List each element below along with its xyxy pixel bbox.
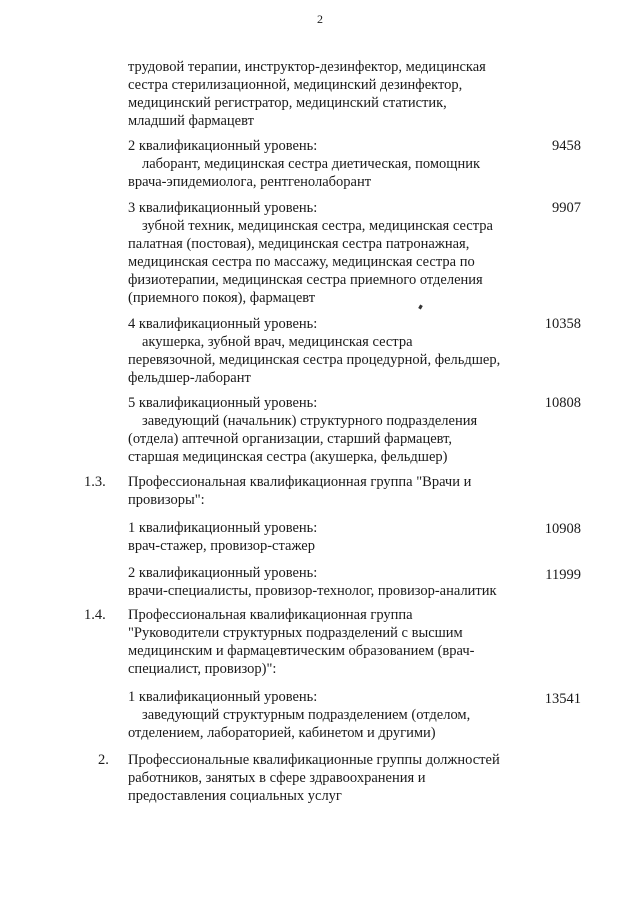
section-1-3-heading [128,473,528,509]
page-number: 2 [317,12,323,26]
text-line: зубной техник, медицинская сестра, медицинская сестра [142,218,493,234]
text-line: специалист, провизор)": [128,661,277,677]
level-4-block [128,315,528,387]
text-line: младший фармацевт [128,113,254,129]
salary-value: 9458 [552,138,581,154]
text-line: медицинская сестра по массажу, медицинская сестра по [128,254,475,270]
text-line: физиотерапии, медицинская сестра приемного отделения [128,272,483,288]
text-line: врачи-специалисты, провизор-технолог, провизор-аналитик [128,583,497,599]
text-line: медицинским и фармацевтическим образованием (врач- [128,643,475,659]
section-1-4-heading [128,606,528,678]
intro-continuation [128,58,528,130]
text-line: "Руководители структурных подразделений с высшим [128,625,463,641]
level-1-block [128,519,528,555]
text-line: провизоры": [128,492,205,508]
level-3-block [128,199,528,307]
text-line: (отдела) аптечной организации, старший фармацевт, [128,431,453,447]
text-line: старшая медицинская сестра (акушерка, фельдшер) [128,449,448,465]
text-line: медицинский регистратор, медицинский статистик, [128,95,447,111]
salary-value: 9907 [552,200,581,216]
text-line: палатная (постовая), медицинская сестра патронажная, [128,236,470,252]
text-line: работников, занятых в сфере здравоохранения и [128,770,426,786]
text-line: врач-стажер, провизор-стажер [128,538,315,554]
level-title: 2 квалификационный уровень: [128,565,318,581]
text-line: перевязочной, медицинская сестра процедурной, фельдшер, [128,352,501,368]
text-line: лаборант, медицинская сестра диетическая, помощник [142,156,481,172]
level-title: 1 квалификационный уровень: [128,520,318,536]
text-line: врача-эпидемиолога, рентгенолаборант [128,174,372,190]
text-line: Профессиональные квалификационные группы должностей [128,752,500,768]
salary-value: 10808 [544,395,581,411]
level-title: 3 квалификационный уровень: [128,200,318,216]
text-line: Профессиональная квалификационная группа [128,607,413,623]
level-title: 1 квалификационный уровень: [128,689,318,705]
level-title: 4 квалификационный уровень: [128,316,318,332]
level-2-block [128,137,528,191]
salary-value: 11999 [545,567,581,583]
text-line: фельдшер-лаборант [128,370,251,386]
level-5-block [128,394,528,466]
text-line: заведующий (начальник) структурного подразделения [142,413,478,429]
level-title: 5 квалификационный уровень: [128,395,318,411]
text-line: сестра стерилизационной, медицинский дезинфектор, [128,77,463,93]
text-line: предоставления социальных услуг [128,788,342,804]
salary-value: 13541 [544,691,581,707]
text-line: акушерка, зубной врач, медицинская сестра [142,334,413,350]
section-number: 1.4. [84,607,106,623]
section-number: 1.3. [84,474,106,490]
text-line: отделением, лабораторией, кабинетом и другими) [128,725,436,741]
text-line: трудовой терапии, инструктор-дезинфектор, медицинская [128,59,486,75]
level-title: 2 квалификационный уровень: [128,138,318,154]
salary-value: 10358 [544,316,581,332]
section-2-heading [128,751,548,805]
text-line: Профессиональная квалификационная группа "Врачи и [128,474,472,490]
salary-value: 10908 [544,521,581,537]
text-line: (приемного покоя), фармацевт [128,290,316,306]
level-2-block [128,564,528,600]
level-1-block [128,688,528,742]
text-line: заведующий структурным подразделением (отделом, [142,707,471,723]
stray-mark [418,305,423,310]
section-number: 2. [98,752,109,768]
